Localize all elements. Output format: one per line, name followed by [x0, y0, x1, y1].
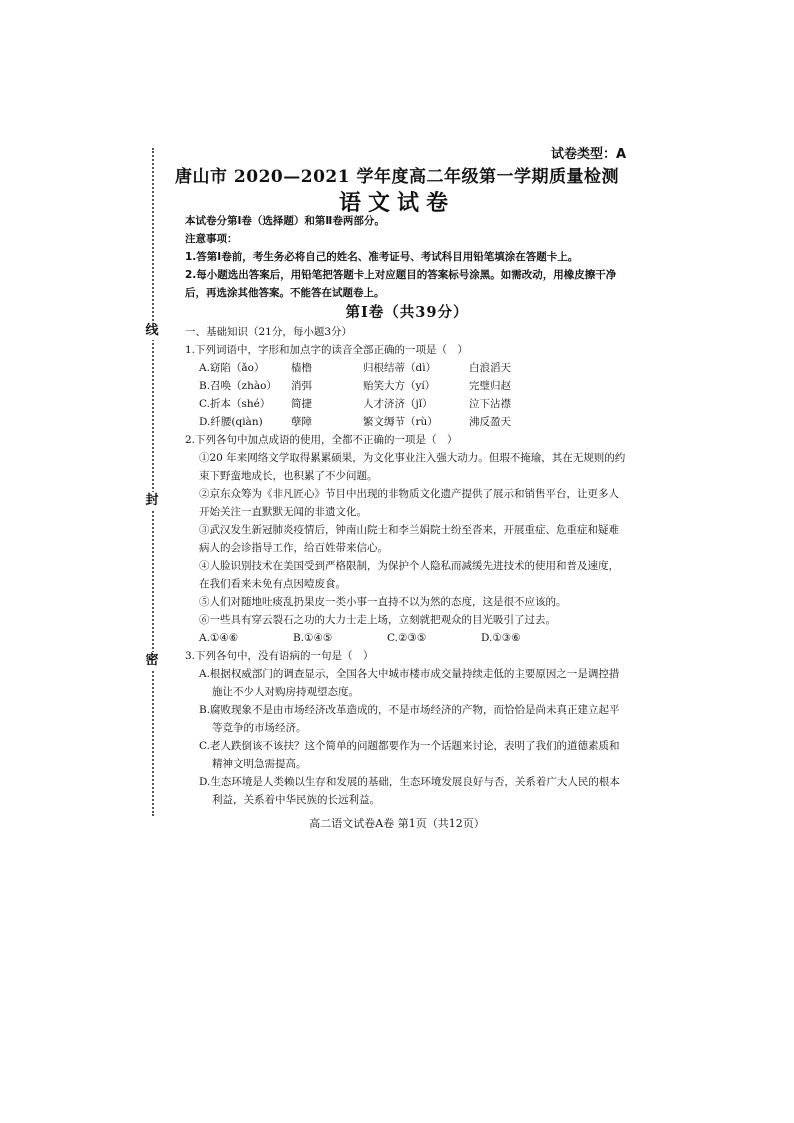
notice-heading: 注意事项：	[185, 233, 238, 245]
question-3-option-b: B.腐败现象不是由市场经济改革造成的，不是市场经济的产物，而恰恰是尚未真正建立起平等竞争的市场经济。	[199, 704, 620, 734]
question-1-stem: 1.下列词语中，字形和加点字的读音全部正确的一项是（ ）	[185, 344, 469, 356]
answer-option: B.①④⑤	[293, 632, 333, 644]
option-word: 简捷	[291, 398, 312, 410]
option-word: 人才济济（jǐ）	[363, 398, 433, 410]
option-word: 完璧归赵	[469, 380, 511, 392]
question-1-option-c	[185, 395, 629, 413]
page-footer: 高二语文试卷A卷 第1页（共12页）	[309, 817, 485, 830]
section-heading: 一、基础知识（21分，每小题3分）	[185, 326, 353, 338]
option-word: 白浪滔天	[469, 362, 511, 374]
question-2-answers	[185, 629, 629, 647]
question-3-option-c: C.老人跌倒该不该扶？这个简单的问题都要作为一个话题来讨论，表明了我们的道德素质和精神文明急需提高。	[199, 740, 620, 770]
question-2-sentence-2: ②京东众筹为《非凡匠心》节目中出现的非物质文化遗产提供了展示和销售平台，让更多人开始关注一直默默无闻的非遗文化。	[199, 488, 619, 518]
option-word: D.纤腰(qiàn)	[199, 416, 263, 428]
option-word: 消弭	[291, 380, 312, 392]
answer-option: C.②③⑤	[387, 632, 427, 644]
option-word: 归根结蒂（dì）	[363, 362, 437, 374]
option-word: A.窈陷（ǎo）	[199, 362, 265, 374]
question-2-sentence-6: ⑥一些具有穿云裂石之功的大力士走上场，立刻就把观众的目光吸引了过去。	[199, 614, 556, 626]
binding-mark-feng: 封	[143, 492, 161, 510]
question-2-stem: 2.下列各句中加点成语的使用，全都不正确的一项是（ ）	[185, 434, 458, 446]
question-3-option-a: A.根据权威部门的调查显示，全国各大中城市楼市成交量持续走低的主要原因之一是调控措施让不少人对购房持观望态度。	[199, 668, 620, 698]
option-word: B.召唤（zhào）	[199, 380, 277, 392]
option-word: 繁文缛节（rù）	[363, 416, 438, 428]
option-word: 泣下沾襟	[469, 398, 511, 410]
option-word: C.折本（shé）	[199, 398, 271, 410]
question-2-sentence-4: ④人脸识别技术在美国受到严格限制，为保护个人隐私而减缓先进技术的使用和普及速度，在我们看来未免有点因噎废食。	[199, 560, 619, 590]
binding-dotted-line	[152, 148, 154, 816]
question-1-option-b	[185, 377, 629, 395]
option-word: 孽障	[291, 416, 312, 428]
notice-intro: 本试卷分第Ⅰ卷（选择题）和第Ⅱ卷两部分。	[185, 215, 385, 227]
paper-type-label: 试卷类型：A	[550, 147, 626, 162]
option-word: 贻笑大方（yí）	[363, 380, 436, 392]
question-2-sentence-5: ⑤人们对随地吐痰乱扔果皮一类小事一直持不以为然的态度，这是很不应该的。	[199, 596, 567, 608]
question-3-option-d: D.生态环境是人类赖以生存和发展的基础，生态环境发展良好与否，关系着广大人民的根本利益，关系着中华民族的长远利益。	[199, 776, 620, 806]
question-3-stem: 3.下列各句中，没有语病的一句是（ ）	[185, 650, 374, 662]
question-1-option-d	[185, 413, 629, 431]
exam-title: 唐山市 2020—2021 学年度高二年级第一学期质量检测	[175, 167, 619, 187]
option-word: 沸反盈天	[469, 416, 511, 428]
question-2-sentence-3: ③武汉发生新冠肺炎疫情后，钟南山院士和李兰娟院士纷至沓来，开展重症、危重症和疑难病人的会诊指导工作，给百姓带来信心。	[199, 524, 619, 554]
option-word: 樯橹	[291, 362, 312, 374]
notice-item-1: 1.答第Ⅰ卷前，考生务必将自己的姓名、准考证号、考试科目用铅笔填涂在答题卡上。	[185, 251, 579, 263]
exam-content	[185, 212, 629, 809]
answer-option: D.①③⑥	[481, 632, 521, 644]
binding-mark-mi: 密	[143, 652, 161, 670]
question-1-option-a	[185, 359, 629, 377]
exam-subject: 语文试卷	[338, 191, 455, 216]
question-2-sentence-1: ①20 年来网络文学取得累累硕果，为文化事业注入强大动力。但瑕不掩瑜，其在无规则的约束下野蛮地成长，也积累了不少问题。	[199, 452, 626, 482]
part-1-title: 第Ⅰ卷（共39分）	[345, 304, 469, 321]
answer-option: A.①④⑥	[199, 632, 239, 644]
notice-item-2: 2.每小题选出答案后，用铅笔把答题卡上对应题目的答案标号涂黑。如需改动，用橡皮擦干净后，再选涂其他答案。不能答在试题卷上。	[185, 269, 617, 299]
binding-mark-xian: 线	[143, 322, 161, 340]
